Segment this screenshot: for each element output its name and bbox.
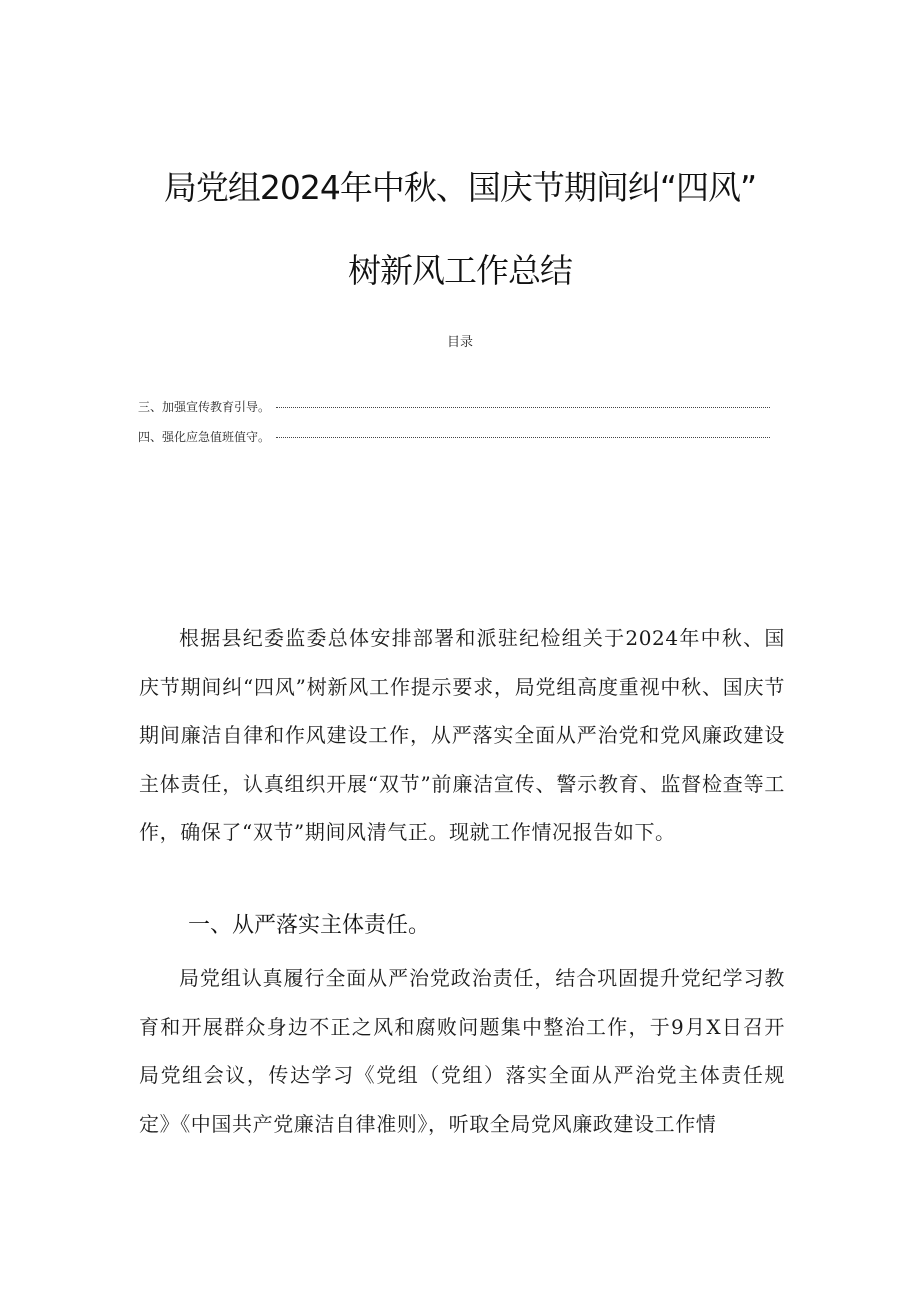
section-paragraph: 局党组认真履行全面从严治党政治责任，结合巩固提升党纪学习教育和开展群众身边不正之风和腐败问题集中整治工作，于9月X日召开局党组会议，传达学习《党组（党组）落实全面从严治党主体责任规定》《中国共产党廉洁自律准则》，听取全局党风廉政建设工作情 (139, 966, 785, 1136)
table-of-contents (138, 398, 770, 458)
toc-entry-label: 四、强化应急值班值守。 (138, 430, 271, 444)
toc-entry[interactable] (138, 398, 770, 428)
document-title-line-2: 树新风工作总结 (348, 251, 572, 290)
toc-dot-leader (276, 437, 770, 438)
document-title-line-1: 局党组2024年中秋、国庆节期间纠“四风” (163, 168, 757, 207)
toc-entry[interactable] (138, 428, 770, 458)
toc-entry-label: 三、加强宣传教育引导。 (138, 400, 271, 414)
toc-heading: 目录 (446, 335, 473, 350)
section-heading: 一、从严落实主体责任。 (188, 913, 431, 938)
intro-paragraph: 根据县纪委监委总体安排部署和派驻纪检组关于2024年中秋、国庆节期间纠“四风”树新风工作提示要求，局党组高度重视中秋、国庆节期间廉洁自律和作风建设工作，从严落实全面从严治党和党风廉政建设主体责任，认真组织开展“双节”前廉洁宣传、警示教育、监督检查等工作，确保了“双节”期间风清气正。现就工作情况报告如下。 (139, 626, 785, 844)
toc-dot-leader (276, 407, 770, 408)
